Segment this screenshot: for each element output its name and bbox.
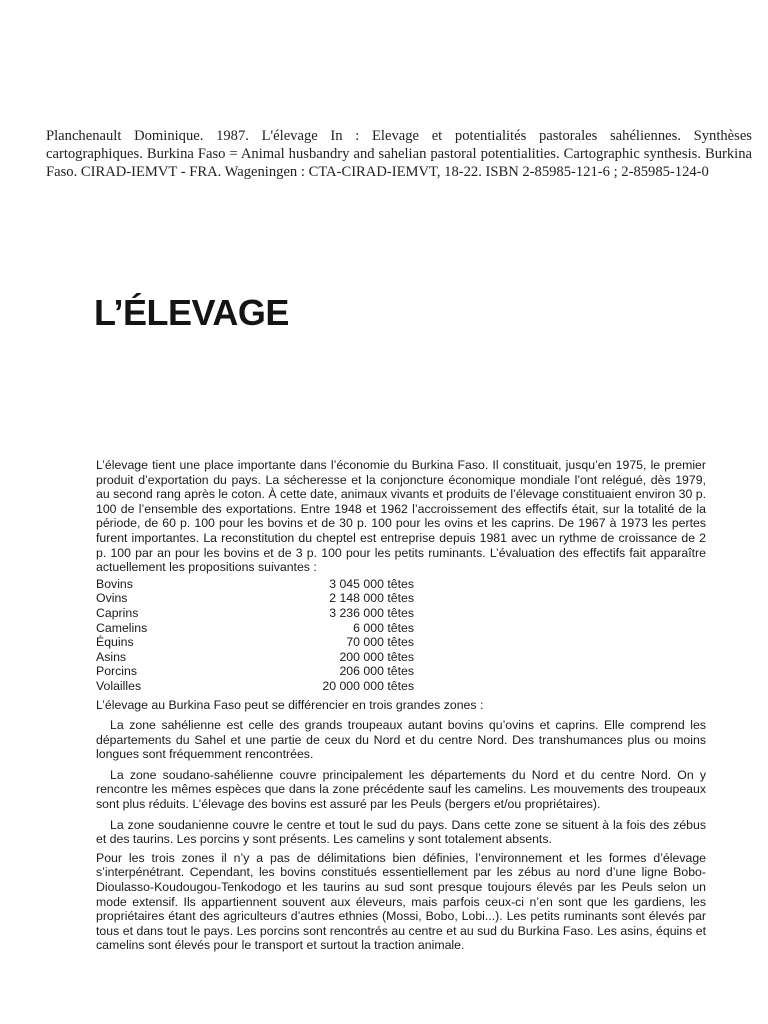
animal-count: 206 000 têtes — [339, 664, 414, 679]
livestock-row — [96, 679, 414, 694]
livestock-table — [96, 577, 706, 694]
article-body — [96, 458, 706, 953]
animal-name: Équins — [96, 635, 134, 650]
page-title: L’ÉLEVAGE — [94, 292, 289, 333]
livestock-row — [96, 577, 414, 592]
animal-name: Bovins — [96, 576, 133, 591]
conclusion-paragraph: Pour les trois zones il n’y a pas de délimitations bien définies, l’environnement et les formes d’élevage s’interpénétrant. Cependant, les bovins constitués essentiellement par les zébus au nord d’une ligne Bobo-Dioulasso-Koudougou-Tenkodogo et les taurins au sud sont presque toujours élevés par les Peuls selon un mode extensif. Ils appartiennent souvent aux éleveurs, mais parfois ceux-ci n’en sont que les gardiens, les propriétaires étant des agriculteurs d’autres ethnies (Mossi, Bobo, Lobi...). Les petits ruminants sont élevés par tous et dans tout le pays. Les porcins sont rencontrés au centre et au sud du Burkina Faso. Les asins, équins et camelins sont élevés pour le transport et surtout la traction animale. — [96, 850, 706, 953]
bibliographic-citation: Planchenault Dominique. 1987. L'élevage In : Elevage et potentialités pastorales sahéliennes. Synthèses cartographiques. Burkina Faso = Animal husbandry and sahelian pastoral potentialities. Cartographic synthesis. Burkina Faso. CIRAD-IEMVT - FRA. Wageningen : CTA-CIRAD-IEMVT, 18-22. ISBN 2-85985-121-6 ; 2-85985-124-0 — [46, 128, 752, 180]
livestock-row — [96, 606, 414, 621]
animal-count: 70 000 têtes — [346, 635, 414, 650]
zone-soudanienne-paragraph: La zone soudanienne couvre le centre et tout le sud du pays. Dans cette zone se situent à la fois des zébus et des taurins. Les porcins y sont présents. Les camelins y sont totalement absents. — [96, 817, 706, 847]
animal-count: 20 000 000 têtes — [322, 678, 414, 693]
animal-count: 2 148 000 têtes — [329, 591, 414, 606]
intro-paragraph: L’élevage tient une place importante dans l’économie du Burkina Faso. Il constituait, jusqu’en 1975, le premier produit d’exportation du pays. La sécheresse et la conjoncture économique mondiale l’ont relégué, dès 1979, au second rang après le coton. À cette date, animaux vivants et produits de l’élevage constituaient environ 30 p. 100 de l’ensemble des exportations. Entre 1948 et 1962 l’accroissement des effectifs était, sur la totalité de la période, de 60 p. 100 pour les bovins et de 30 p. 100 pour les ovins et les caprins. De 1967 à 1973 les pertes furent importantes. La reconstitution du cheptel est entreprise depuis 1981 avec un rythme de croissance de 2 p. 100 par an pour les bovins et de 3 p. 100 pour les petits ruminants. L’évaluation des effectifs fait apparaître actuellement les propositions suivantes : — [96, 458, 706, 575]
animal-count: 200 000 têtes — [339, 649, 414, 664]
livestock-row — [96, 650, 414, 665]
animal-name: Caprins — [96, 605, 139, 620]
zone-soudano-sahelienne-paragraph: La zone soudano-sahélienne couvre principalement les départements du Nord et du centre Nord. On y rencontre les mêmes espèces que dans la zone précédente sauf les camelins. Les mouvements des troupeaux sont plus réduits. L’élevage des bovins est assuré par les Peuls (bergers et/ou propriétaires). — [96, 767, 706, 812]
zone-sahelienne-paragraph: La zone sahélienne est celle des grands troupeaux autant bovins qu’ovins et caprins. Elle comprend les départements du Sahel et une partie de ceux du Nord et du centre Nord. Des transhumances plus ou moins longues sont fréquemment rencontrées. — [96, 718, 706, 762]
animal-name: Volailles — [96, 678, 142, 693]
animal-count: 6 000 têtes — [353, 620, 414, 635]
livestock-row — [96, 591, 414, 606]
animal-count: 3 236 000 têtes — [329, 605, 414, 620]
animal-count: 3 045 000 têtes — [329, 576, 414, 591]
zones-intro-paragraph: L’élevage au Burkina Faso peut se différencier en trois grandes zones : — [96, 697, 484, 712]
animal-name: Ovins — [96, 591, 128, 606]
livestock-row — [96, 664, 414, 679]
livestock-row — [96, 635, 414, 650]
animal-name: Asins — [96, 649, 127, 664]
animal-name: Porcins — [96, 664, 138, 679]
livestock-row — [96, 621, 414, 636]
animal-name: Camelins — [96, 620, 148, 635]
